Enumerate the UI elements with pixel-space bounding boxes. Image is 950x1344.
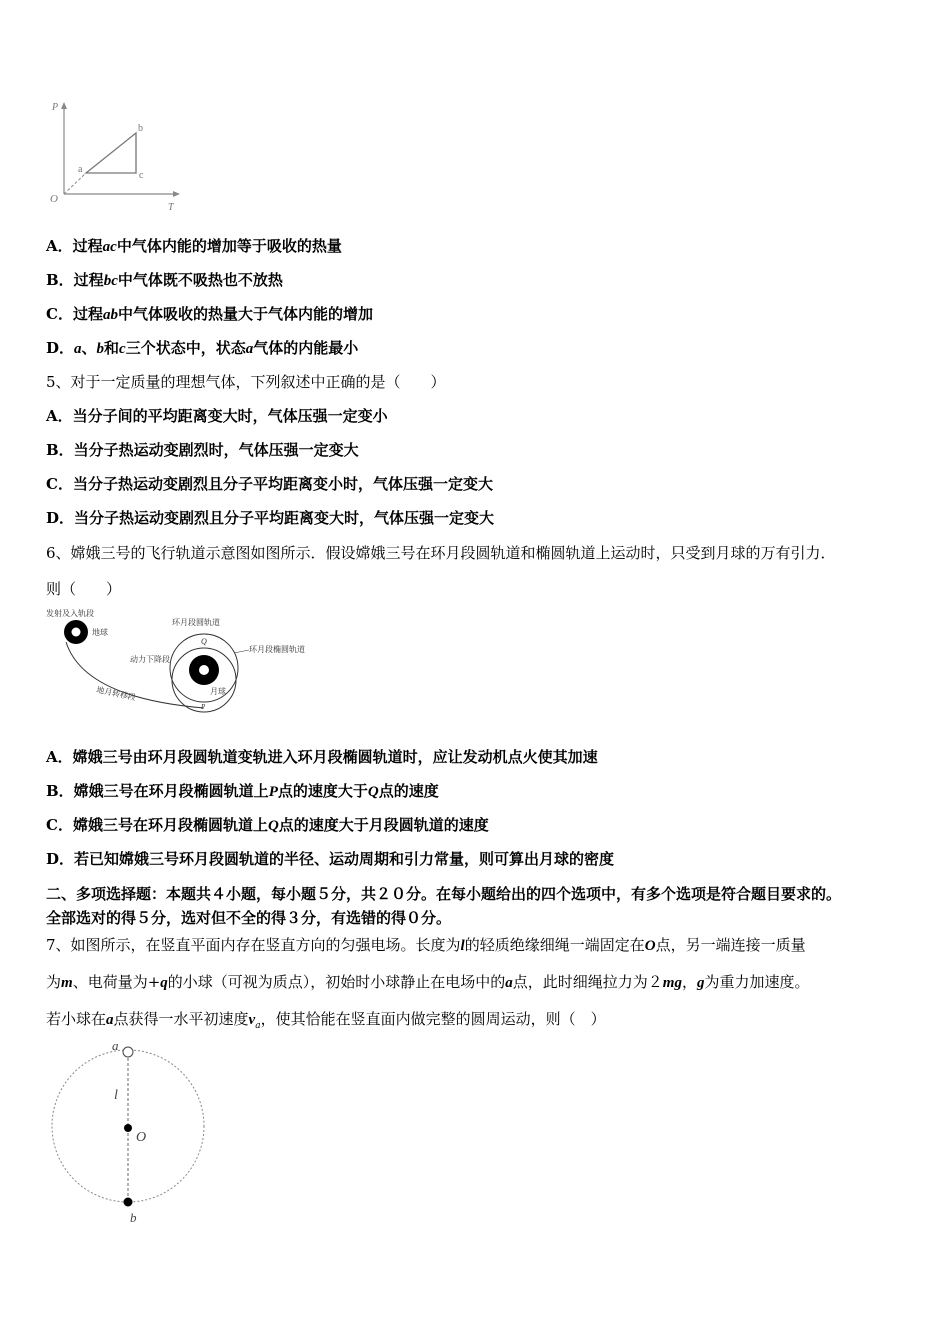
q7-stem-line3: 若小球在a点获得一水平初速度$v_a$，使其恰能在竖直面内做完整的圆周运动，则（ ） — [46, 1010, 606, 1031]
point-a-label: a — [112, 1038, 119, 1053]
q6-option-b: B．嫦娥三号在环月段椭圆轨道上P点的速度大于Q点的速度 — [46, 782, 439, 800]
circle-orbit-label: 环月段圆轨道 — [172, 618, 220, 627]
q6-stem-cont: 则（ ） — [46, 580, 122, 598]
q5-option-b: B．当分子热运动变剧烈时，气体压强一定变大 — [46, 441, 359, 459]
q6-option-c: C．嫦娥三号在环月段椭圆轨道上Q点的速度大于月段圆轨道的速度 — [46, 816, 489, 834]
point-b-label: b — [130, 1210, 137, 1225]
origin-label: O — [50, 193, 58, 205]
section2-heading-cont: 全部选对的得５分，选对但不全的得３分，有选错的得０分。 — [46, 909, 452, 927]
q4-option-c: C．过程ab中气体吸收的热量大于气体内能的增加 — [46, 305, 373, 323]
point-b-label: b — [138, 123, 143, 134]
q4-option-a: A．过程ac中气体内能的增加等于吸收的热量 — [46, 237, 342, 255]
q4-option-b: B．过程bc中气体既不吸热也不放热 — [46, 271, 283, 289]
t-axis-label: T — [168, 202, 174, 213]
p-point-label: P — [201, 703, 206, 711]
ellipse-orbit-label: 环月段椭圆轨道 — [249, 645, 305, 654]
q4-option-d: D．a、b和c三个状态中，状态a气体的内能最小 — [46, 339, 359, 357]
transfer-label: 地月转移段 — [95, 685, 137, 703]
q6-option-d: D．若已知嫦娥三号环月段圆轨道的半径、运动周期和引力常量，则可算出月球的密度 — [46, 850, 615, 868]
q5-option-c: C．当分子热运动变剧烈且分子平均距离变小时，气体压强一定变大 — [46, 475, 493, 493]
section2-heading: 二、多项选择题：本题共４小题，每小题５分，共２０分。在每小题给出的四个选项中，有多个选项是符合题目要求的。 — [46, 885, 842, 903]
q5-stem: 5、对于一定质量的理想气体，下列叙述中正确的是（ ） — [46, 373, 446, 391]
point-a-label: a — [78, 164, 83, 175]
q6-option-a: A．嫦娥三号由环月段圆轨道变轨进入环月段椭圆轨道时，应让发动机点火使其加速 — [46, 748, 598, 766]
q7-stem-line2: 为m、电荷量为+q的小球（可视为质点），初始时小球静止在电场中的a点，此时细绳拉力为２mg，g为重力加速度。 — [46, 973, 810, 991]
earth-label: 地球 — [92, 628, 108, 637]
point-c-label: c — [139, 170, 144, 181]
center-o-label: O — [136, 1130, 147, 1145]
q5-option-d: D．当分子热运动变剧烈且分子平均距离变大时，气体压强一定变大 — [46, 509, 495, 527]
orbit-figure — [44, 608, 314, 718]
descent-label: 动力下降段 — [130, 655, 170, 664]
circle-motion-figure — [44, 1036, 224, 1231]
moon-label: 月球 — [210, 687, 226, 696]
q5-option-a: A．当分子间的平均距离变大时，气体压强一定变小 — [46, 407, 388, 425]
launch-label: 发射及入轨段 — [46, 609, 94, 618]
q-point-label: Q — [201, 637, 207, 646]
pt-graph-figure — [44, 98, 184, 213]
length-label: l — [114, 1088, 118, 1103]
q6-stem: 6、嫦娥三号的飞行轨道示意图如图所示．假设嫦娥三号在环月段圆轨道和椭圆轨道上运动时，只受到月球的万有引力． — [46, 544, 836, 562]
q7-stem-line1: 7、如图所示，在竖直平面内存在竖直方向的匀强电场。长度为l的轻质绝缘细绳一端固定在O点，另一端连接一质量 — [46, 936, 806, 954]
p-axis-label: P — [52, 102, 59, 113]
